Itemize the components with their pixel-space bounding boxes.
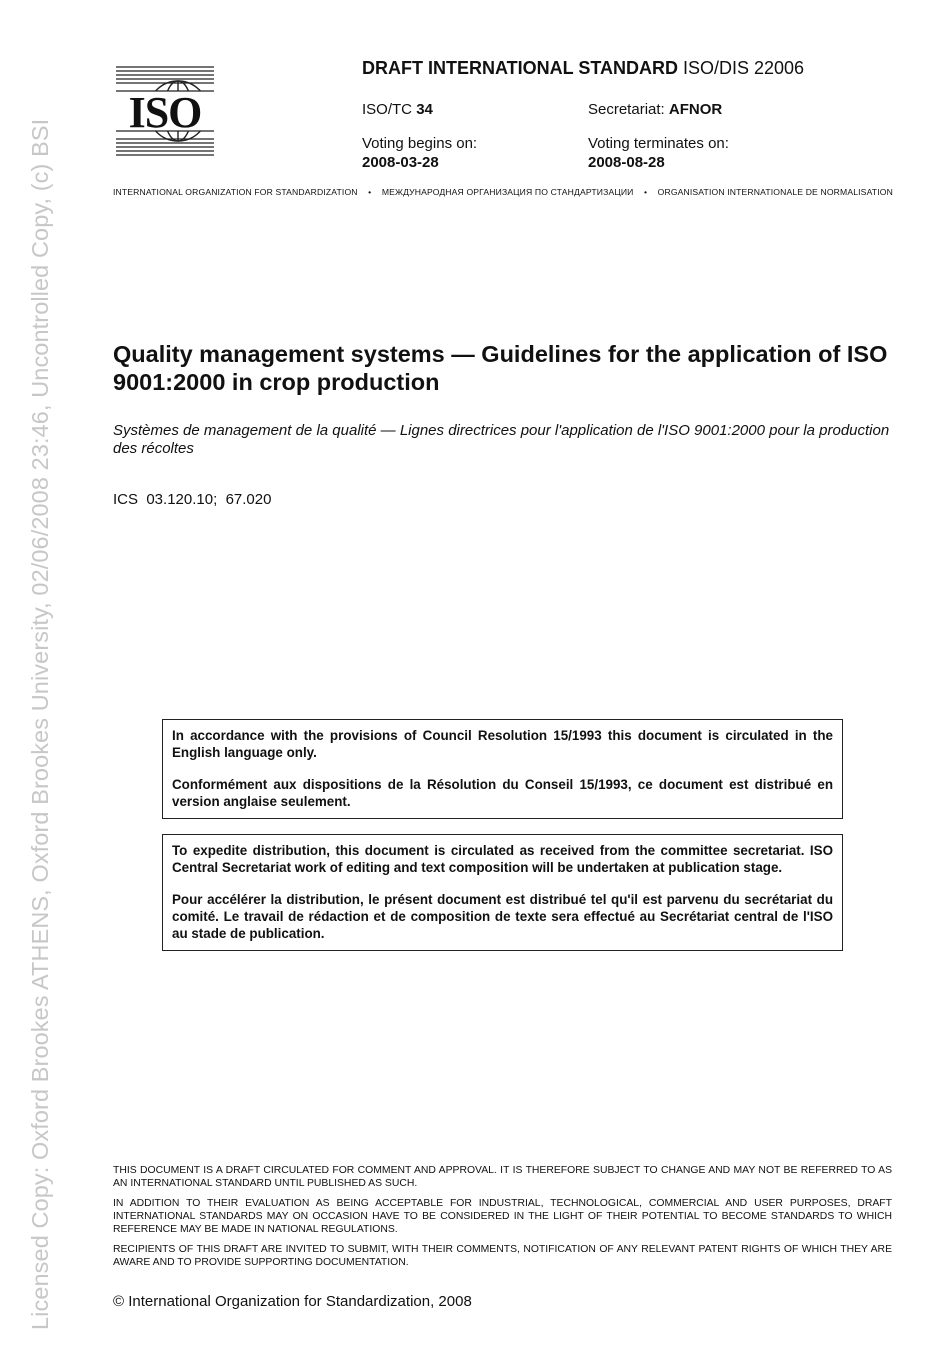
- ics-codes: ICS 03.120.10; 67.020: [113, 491, 272, 508]
- voting-begins: [362, 134, 477, 172]
- evaluation-disclaimer: IN ADDITION TO THEIR EVALUATION AS BEING ACCEPTABLE FOR INDUSTRIAL, TECHNOLOGICAL, COMMERCIAL AND USER PURPOSES, DRAFT INTERNATIONAL STANDARDS MAY ON OCCASION HAVE TO BE CONSIDERED IN THE LIGHT OF THEIR POTENTIAL TO BECOME STANDARDS TO WHICH REFERENCE MAY BE MADE IN NATIONAL REGULATIONS.: [113, 1198, 892, 1235]
- secretariat-label: Secretariat:: [588, 101, 665, 118]
- org-bullet: •: [368, 187, 372, 197]
- tc-value: 34: [416, 101, 433, 118]
- secretariat: [588, 100, 722, 119]
- voting-terminates: [588, 134, 729, 172]
- iso-globe-logo-icon: [114, 64, 216, 158]
- iso-logo: [114, 64, 216, 158]
- copyright-text: International Organization for Standardization, 2008: [128, 1293, 472, 1310]
- org-bullet: •: [643, 187, 648, 197]
- watermark-text: Licensed Copy: Oxford Brookes ATHENS, Oxford Brookes University, 02/06/2008 23:46, Uncontrolled Copy, (c) BSI: [27, 118, 53, 1330]
- draft-disclaimer: THIS DOCUMENT IS A DRAFT CIRCULATED FOR COMMENT AND APPROVAL. IT IS THEREFORE SUBJECT TO CHANGE AND MAY NOT BE REFERRED TO AS AN INTERNATIONAL STANDARD UNTIL PUBLISHED AS SUCH.: [113, 1165, 892, 1189]
- voting-terminates-label: Voting terminates on:: [588, 135, 729, 152]
- document-title: Quality management systems — Guidelines for the application of ISO 9001:2000 in crop production: [113, 341, 888, 395]
- iso-logo-text: ISO: [128, 88, 202, 137]
- distribution-notice-en: To expedite distribution, this document is circulated as received from the committee secretariat. ISO Central Secretariat work of editing and text composition will be undertaken at publication stage.: [172, 843, 833, 875]
- distribution-notice-fr: Pour accélérer la distribution, le présent document est distribué tel qu'il est parvenu du secrétariat du comité. Le travail de rédaction et de composition de texte sera effectué au Secrétariat central de l'ISO au stade de publication.: [172, 892, 833, 941]
- tc-label: ISO/TC: [362, 101, 413, 118]
- standard-number: ISO/DIS 22006: [683, 58, 805, 78]
- distribution-notice-box: [162, 834, 843, 951]
- technical-committee: [362, 100, 433, 119]
- draft-standard-label: DRAFT INTERNATIONAL STANDARD: [362, 58, 678, 78]
- language-notice-en: In accordance with the provisions of Council Resolution 15/1993 this document is circulated in the English language only.: [172, 728, 833, 760]
- secretariat-value: AFNOR: [668, 101, 723, 118]
- language-notice-box: [162, 719, 843, 819]
- org-name-ru: МЕЖДУНАРОДНАЯ ОРГАНИЗАЦИЯ ПО СТАНДАРТИЗАЦИИ: [381, 187, 634, 197]
- voting-begins-label: Voting begins on:: [362, 135, 478, 152]
- voting-terminates-date: 2008-08-28: [588, 154, 665, 171]
- org-name-en: INTERNATIONAL ORGANIZATION FOR STANDARDIZATION: [113, 187, 358, 197]
- language-notice-fr: Conformément aux dispositions de la Résolution du Conseil 15/1993, ce document est distribué en version anglaise seulement.: [172, 777, 833, 809]
- document-subtitle-fr: Systèmes de management de la qualité — Lignes directrices pour l'application de l'ISO 9001:2000 pour la production des récoltes: [113, 422, 890, 457]
- standard-heading: [362, 58, 804, 79]
- copyright-notice: [113, 1293, 472, 1310]
- patent-disclaimer: RECIPIENTS OF THIS DRAFT ARE INVITED TO SUBMIT, WITH THEIR COMMENTS, NOTIFICATION OF ANY RELEVANT PATENT RIGHTS OF WHICH THEY ARE AWARE AND TO PROVIDE SUPPORTING DOCUMENTATION.: [113, 1244, 892, 1268]
- license-watermark: [0, 0, 53, 1345]
- copyright-symbol: ©: [113, 1293, 125, 1310]
- organization-line: [113, 187, 893, 197]
- org-name-fr: ORGANISATION INTERNATIONALE DE NORMALISATION: [657, 187, 893, 197]
- voting-begins-date: 2008-03-28: [362, 154, 439, 171]
